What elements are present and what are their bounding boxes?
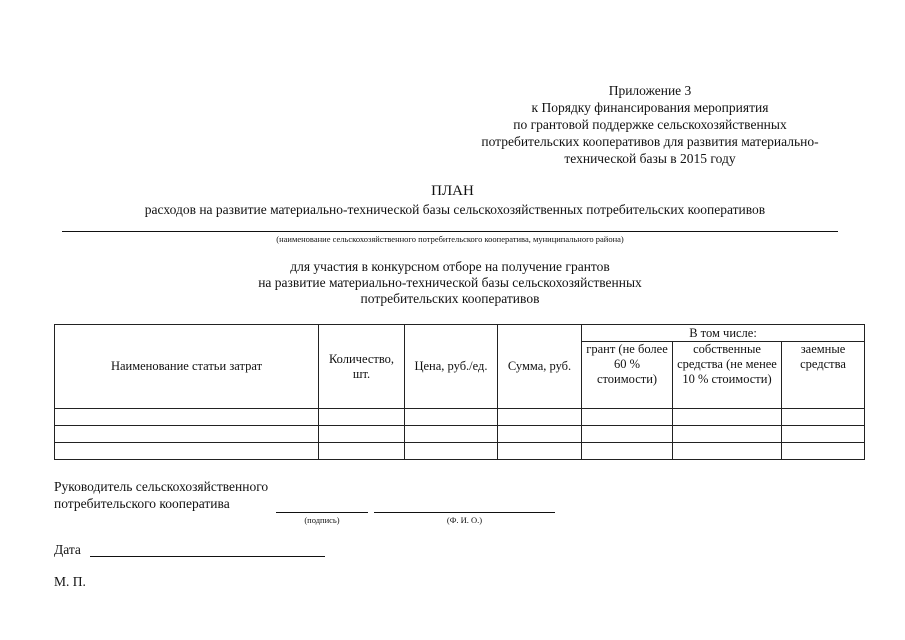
appendix-header [430, 82, 870, 167]
signature-line[interactable] [276, 512, 368, 513]
table-cell[interactable] [582, 443, 673, 460]
table-cell[interactable] [782, 409, 865, 426]
appendix-line: технической базы в 2015 году [564, 151, 736, 166]
fio-caption: (Ф. И. О.) [446, 515, 483, 525]
plan-subtitle: расходов на развитие материально-технической базы сельскохозяйственных потребительских кооперативов [144, 202, 766, 217]
head-title-line: Руководитель сельскохозяйственного [54, 479, 269, 494]
table-cell[interactable] [673, 443, 782, 460]
head-title-line: потребительского кооператива [54, 496, 230, 511]
table-row [55, 443, 865, 460]
table-row [55, 426, 865, 443]
header-borrowed-funds: заемные средства [782, 342, 865, 409]
table-cell[interactable] [55, 426, 319, 443]
table-cell[interactable] [498, 426, 582, 443]
table-cell[interactable] [405, 426, 498, 443]
table-cell[interactable] [55, 443, 319, 460]
purpose-text [160, 259, 740, 307]
purpose-line: на развитие материально-технической базы сельскохозяйственных [258, 275, 642, 290]
table-cell[interactable] [498, 443, 582, 460]
date-line[interactable] [90, 556, 325, 557]
table-row [55, 409, 865, 426]
table-cell[interactable] [55, 409, 319, 426]
table-cell[interactable] [405, 409, 498, 426]
signature-caption: (подпись) [304, 515, 340, 525]
header-sum: Сумма, руб. [498, 325, 582, 409]
table-cell[interactable] [405, 443, 498, 460]
table-cell[interactable] [582, 426, 673, 443]
table-cell[interactable] [319, 426, 405, 443]
costs-table [54, 324, 865, 460]
table-cell[interactable] [782, 443, 865, 460]
cooperative-name-caption: (наименование сельскохозяйственного потребительского кооператива, муниципального района) [276, 234, 624, 244]
table-cell[interactable] [673, 409, 782, 426]
table-cell[interactable] [319, 443, 405, 460]
table-cell[interactable] [498, 409, 582, 426]
appendix-line: к Порядку финансирования мероприятия [531, 100, 769, 115]
table-cell[interactable] [673, 426, 782, 443]
head-title [54, 478, 268, 512]
purpose-line: потребительских кооперативов [360, 291, 540, 306]
header-including: В том числе: [582, 325, 865, 342]
plan-title: ПЛАН [431, 183, 474, 199]
stamp-label: М. П. [54, 574, 86, 589]
appendix-line: потребительских кооперативов для развития материально- [481, 134, 819, 149]
cooperative-name-line[interactable] [62, 231, 838, 232]
date-label: Дата [54, 542, 81, 557]
header-item: Наименование статьи затрат [55, 325, 319, 409]
appendix-line: Приложение 3 [608, 83, 692, 98]
table-cell[interactable] [782, 426, 865, 443]
fio-line[interactable] [374, 512, 555, 513]
header-own-funds: собственные средства (не менее 10 % стоимости) [673, 342, 782, 409]
header-grant: грант (не более 60 % стоимости) [582, 342, 673, 409]
appendix-line: по грантовой поддержке сельскохозяйственных [513, 117, 787, 132]
header-price: Цена, руб./ед. [405, 325, 498, 409]
header-quantity: Количество, шт. [319, 325, 405, 409]
table-cell[interactable] [582, 409, 673, 426]
purpose-line: для участия в конкурсном отборе на получение грантов [290, 259, 610, 274]
table-cell[interactable] [319, 409, 405, 426]
